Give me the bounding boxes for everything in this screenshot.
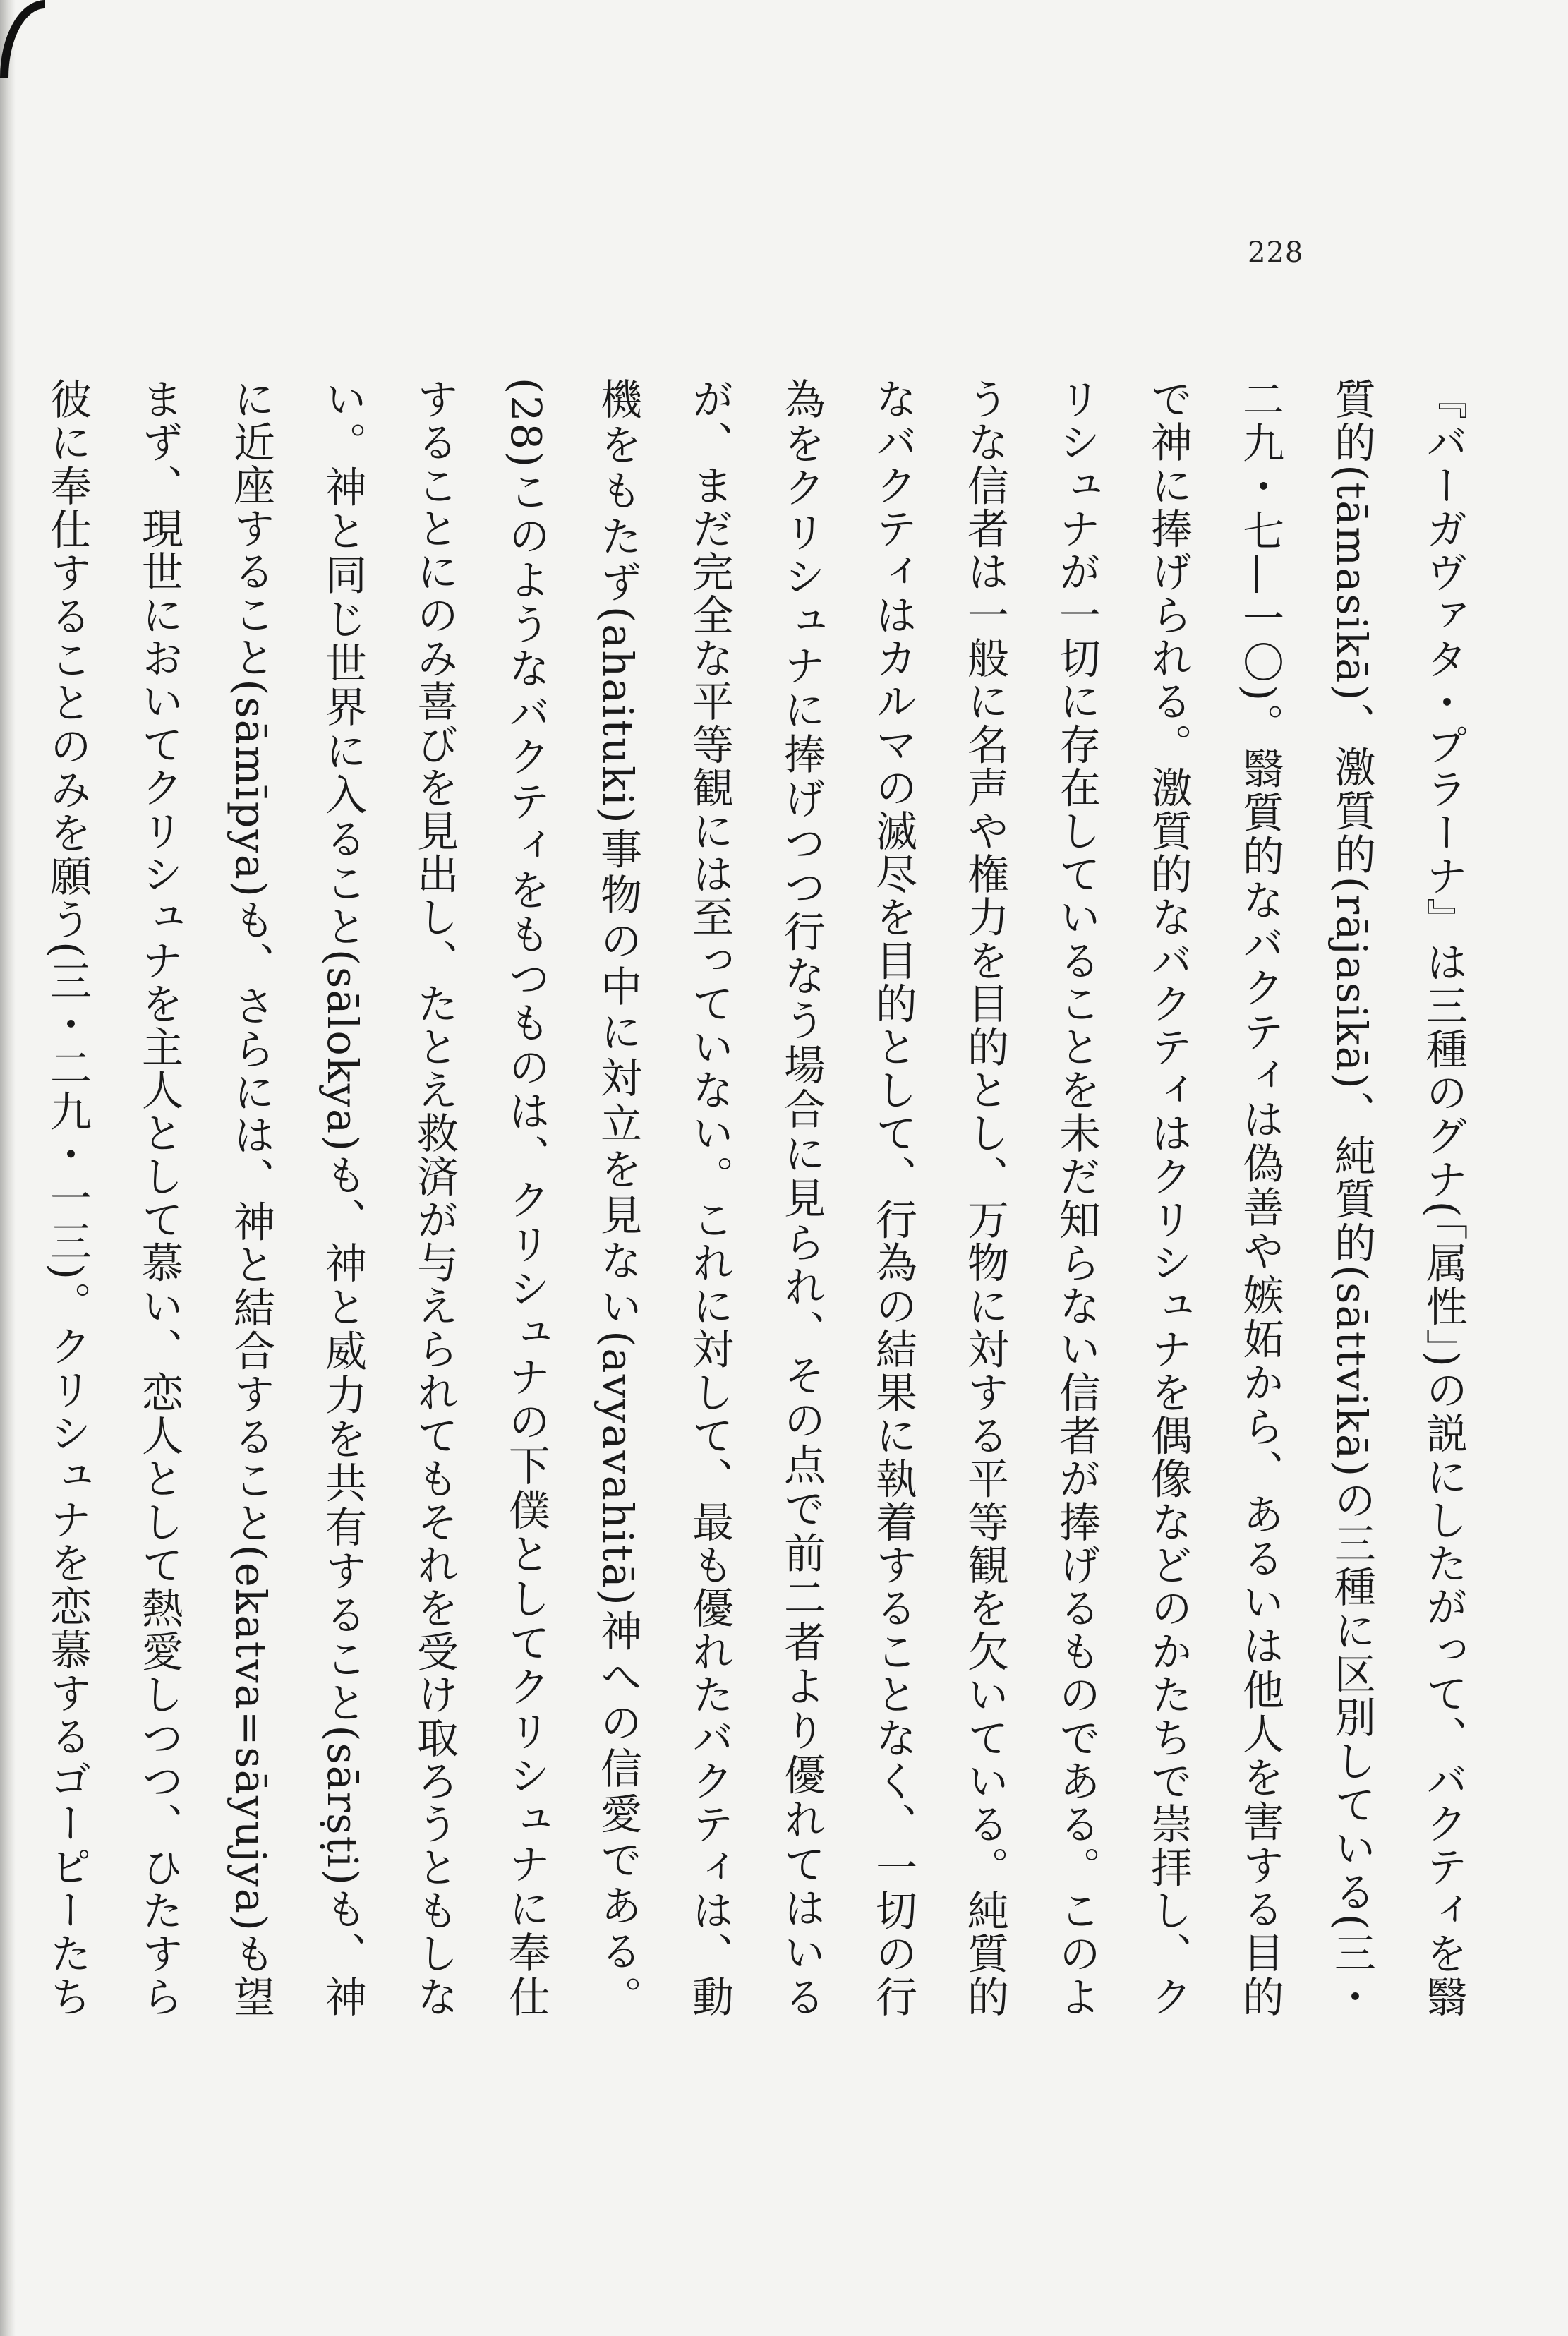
paragraph-1: 『バーガヴァタ・プラーナ』は三種のグナ(「属性」)の説にしたがって、バクティを翳質的(tāmasikā)、激質的(rājasikā)、純質的(sāttvikā)の三種に区別している(三・二九・七—一〇)。翳質的なバクティは偽善や嫉妬から、あるいは他人を害する目的で神に捧げられる。激質的なバクティはクリシュナを偶像などのかたちで崇拝し、クリシュナが一切に存在していることを未だ知らない信者が捧げるものである。このような信者は一般に名声や権力を目的とし、万物に対する平等観を欠いている。純質的なバクティはカルマの滅尽を目的として、行為の結果に執着することなく、一切の行為をクリシュナに捧げつつ行なう場合に見られ、その点で前二者より優れてはいるが、まだ完全な平等観には至っていない。これに対して、最も優れたバクティは、動機をもたず(ahaituki)事物の中に対立を見ない(avyavahitā)神への信愛である。(28)このようなバクティをもつものは、クリシュナの下僕としてクリシュナに奉仕することにのみ喜びを見出し、たとえ救済が与えられてもそれを受け取ろうともしない。神と同じ世界に入ること(sālokya)も、神と威力を共有すること(sārṣṭi)も、神に近座すること(sāmīpya)も、さらには、神と結合すること(ekatva=sāyujya)も望まず、現世においてクリシュナを主人として慕い、恋人として熱愛しつつ、ひたすら彼に奉仕することのみを願う(三・二九・一三)。クリシュナを恋慕するゴーピーたち (43, 378, 1468, 2019)
vertical-body-text (43, 378, 1489, 2019)
page-number: 228 (1248, 236, 1304, 269)
